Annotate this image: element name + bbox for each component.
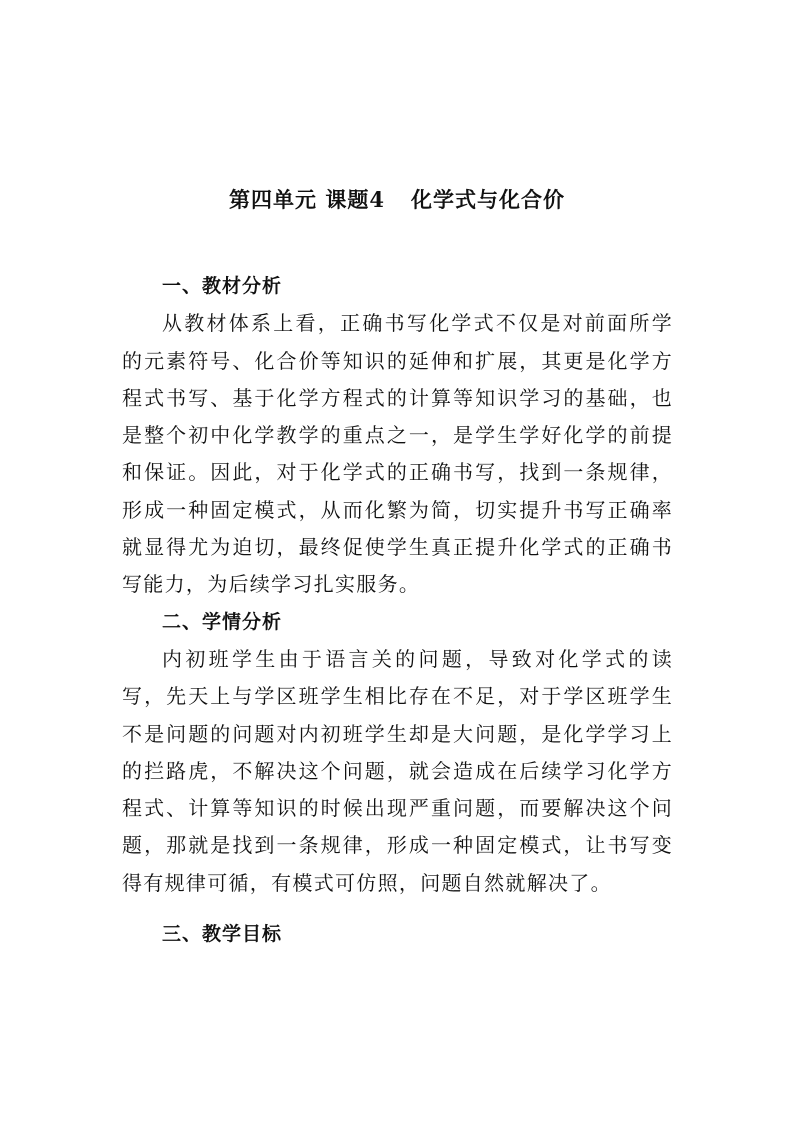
title-unit-lesson: 第四单元 课题4 [229,187,385,212]
section-heading-textbook-analysis: 一、教材分析 [162,275,283,297]
section-heading-teaching-goals: 三、教学目标 [162,923,283,946]
document-title [0,184,794,214]
document-body [122,268,673,953]
section-heading-student-analysis: 二、学情分析 [162,610,283,633]
title-topic: 化学式与化合价 [410,187,565,212]
section-body-textbook-analysis: 从教材体系上看，正确书写化学式不仅是对前面所学的元素符号、化合价等知识的延伸和扩展，其更是化学方程式书写、基于化学方程式的计算等知识学习的基础，也是整个初中化学教学的重点之一，是学生学好化学的前提和保证。因此，对于化学式的正确书写，找到一条规律，形成一种固定模式，从而化繁为简，切实提升书写正确率就显得尤为迫切，最终促使学生真正提升化学式的正确书写能力，为后续学习扎实服务。 [122,311,673,597]
section-body-student-analysis: 内初班学生由于语言关的问题，导致对化学式的读写，先天上与学区班学生相比存在不足，对于学区班学生不是问题的问题对内初班学生却是大问题，是化学学习上的拦路虎，不解决这个问题，就会造成在后续学习化学方程式、计算等知识的时候出现严重问题，而要解决这个问题，那就是找到一条规律，形成一种固定模式，让书写变得有规律可循，有模式可仿照，问题自然就解决了。 [122,646,673,895]
